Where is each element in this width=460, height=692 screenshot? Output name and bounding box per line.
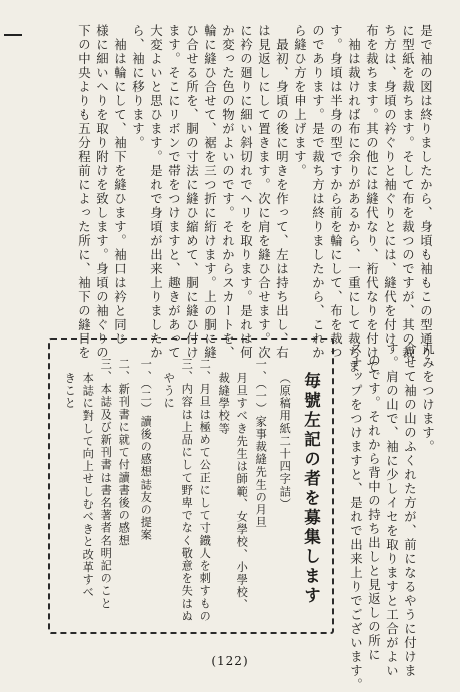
bottom-text-line: スナップをつけますと、是れで出来上りでございます。 (348, 342, 364, 692)
top-text-line: ら縫ひ方を申上げます。 (292, 24, 308, 178)
top-text-line: 袖は輪にして、袖下を縫ひます。袖口は衿と同じ (112, 24, 128, 346)
notice-item: 月旦すべき先生は師範、女學校、小學校、 (235, 372, 249, 612)
top-text-line: 布を裁ちます。其の他には縫代なり、裄代なりを付けて (364, 24, 380, 374)
top-text-line: ひ合せる所を、胴の寸法に縫ひ縮めて、胴に縫ひ付け (184, 24, 200, 360)
top-text-line: ら、袖に移ります。 (130, 24, 146, 150)
top-text-line: 様に細いへりを取り附けを致します。身頃の袖ぐりの (94, 24, 110, 360)
top-text-line: 最初、身頃の後に明きを作って、左は持ち出し、右 (274, 24, 290, 360)
top-text-line: 輪に縫ひ合せて、裾を三つ折に絎けます。上の胴に縫 (202, 24, 218, 360)
bottom-text-line: のです。それから背中の持ち出しと見返しの所に (366, 354, 382, 662)
top-text-line: に衿の廻りに細い斜切れでヘリを取ります。是れは何 (238, 24, 254, 360)
top-text-line: に型紙を裁ちます。そして布を裁つのですが、其の裁 (400, 24, 416, 360)
notice-item: 裁縫學校等 (217, 372, 231, 435)
top-text-line: 是で袖の図は終りましたから、身頃も袖もこの型通り (418, 24, 434, 360)
page-number: (122) (211, 654, 249, 668)
top-rule (4, 34, 22, 36)
top-text-line: か変った色の物がよいのです。それからスカートを、 (220, 24, 236, 360)
notice-item: 本誌に對して向上せしむべきと改革すべ (81, 372, 95, 599)
top-text-line: 大変よいと思ひます。是れで身頃が出来上りましたか (148, 24, 164, 360)
top-text-line: 袖は裁ければ布に余りがあるから、一重にして裁ちま (346, 24, 362, 374)
top-text-line: す。身頃は半身の型ですから前を輪にして、布を裁つ (328, 24, 344, 360)
notice-item: きこと (63, 372, 77, 410)
top-text-line: は見返しにして置きます。次に肩を縫ひ合せます。次 (256, 24, 272, 360)
notice-title: 毎號左記の者を募集します (301, 372, 321, 606)
notice-item: 二、新刊書に就て付讀書後の感想 (117, 358, 131, 547)
notice-item: 一、（二）讀後の感想誌友の提案 (139, 358, 153, 542)
notice-item: 二、月旦は極めて公正にして寸鐡人を刺すもの (198, 358, 212, 623)
bottom-text-line: す。肩の山で、袖に少しイセを取りますと工合がよい (384, 342, 400, 678)
notice-item: 三、本誌及び新刊書は書名著者名明記のこと (99, 358, 113, 610)
top-text-line: ち方は、身頃の衿ぐりと袖ぐりとには、縫代を付け (382, 24, 398, 346)
notice-item: 一、（一）家事裁縫先生の月旦 (254, 358, 268, 529)
notice-item: やうに (162, 372, 176, 410)
top-text-line: ます。そこにリボンで帯をつけますと、趣きがあって (166, 24, 182, 360)
notice-subtitle: （原稿用紙二十四字詰） (278, 372, 292, 511)
bottom-text-line: 合せて袖の山のふくれた方が、前になるやうに付けま (402, 342, 418, 678)
top-text-line: のであります。是で裁ち方は終りましたから、これか (310, 24, 326, 360)
notice-item: 三、内容は上品にして野卑でなく敬意を失はぬ (180, 358, 194, 623)
top-text-line: 下の中央よりも五分程前によった所に、袖下の縫目を (76, 24, 92, 360)
bottom-text-line: 丸みをつけます。 (420, 342, 436, 454)
